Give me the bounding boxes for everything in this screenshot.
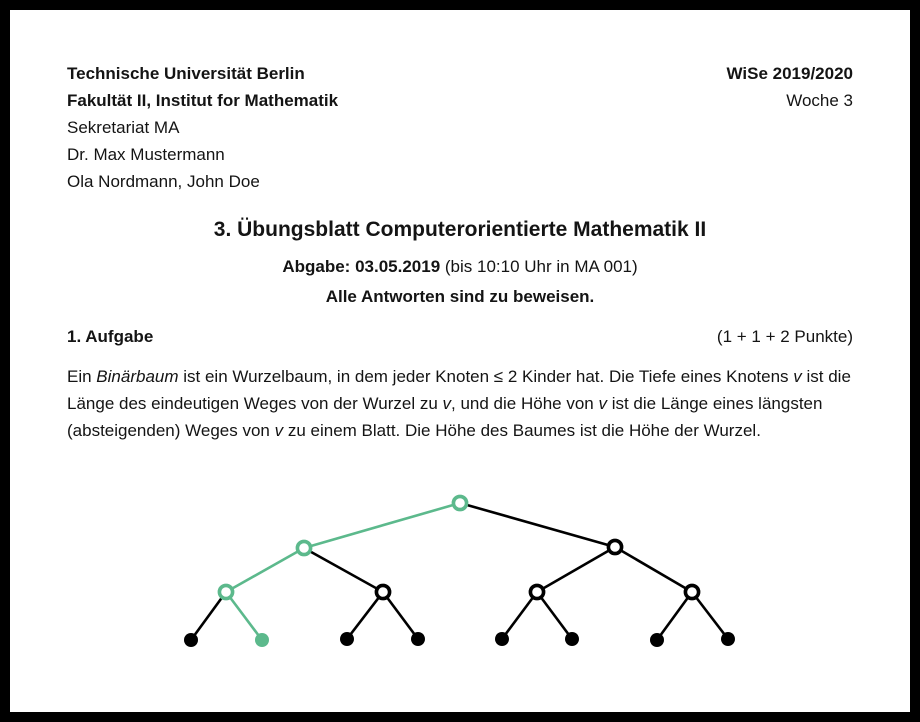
document-page <box>10 10 910 712</box>
paragraph-segment-0: Ein <box>67 367 97 386</box>
exercise-label: 1. Aufgabe <box>67 327 154 346</box>
header-left-line-4: Ola Nordmann, John Doe <box>67 172 260 191</box>
paragraph-segment-7: v <box>598 394 607 413</box>
exercise-paragraph <box>67 363 853 444</box>
exercise-heading <box>67 323 853 350</box>
submission-line <box>67 253 853 280</box>
paragraph-segment-1: Binärbaum <box>96 367 179 386</box>
sheet-title: 3. Übungsblatt Computerorientierte Mathematik II <box>213 218 707 241</box>
paragraph-segment-6: , und die Höhe von <box>451 394 599 413</box>
header-left-line-1: Fakultät II, Institut for Mathematik <box>67 91 339 110</box>
paragraph-segment-8: ist die Länge eines längsten (absteigenden) Weges von <box>67 394 823 440</box>
header-left-line-3: Dr. Max Mustermann <box>67 145 225 164</box>
paragraph-segment-4: ist die Länge des eindeutigen Weges von der Wurzel zu <box>67 367 851 413</box>
paragraph-segment-2: ist ein Wurzelbaum, in dem jeder Knoten ≤ 2 Kinder hat. Die Tiefe eines Knotens <box>178 367 794 386</box>
paragraph-segment-3: v <box>793 367 802 386</box>
proof-note: Alle Antworten sind zu beweisen. <box>325 287 595 306</box>
paragraph-segment-5: v <box>442 394 452 413</box>
header-right <box>727 60 854 195</box>
document-content <box>10 10 910 444</box>
header-left-line-0: Technische Universität Berlin <box>67 64 305 83</box>
header <box>67 60 853 195</box>
submission-details: (bis 10:10 Uhr in MA 001) <box>440 257 638 276</box>
header-right-line-0: WiSe 2019/2020 <box>726 64 853 83</box>
paragraph-segment-9: v <box>274 421 284 440</box>
header-left <box>67 60 338 195</box>
paragraph-segment-10: zu einem Blatt. Die Höhe des Baumes ist die Höhe der Wurzel. <box>283 421 761 440</box>
header-left-line-2: Sekretariat MA <box>67 118 180 137</box>
submission-date: Abgabe: 03.05.2019 <box>282 257 441 276</box>
exercise-points: (1 + 1 + 2 Punkte) <box>716 327 853 346</box>
header-right-line-1: Woche 3 <box>786 91 853 110</box>
